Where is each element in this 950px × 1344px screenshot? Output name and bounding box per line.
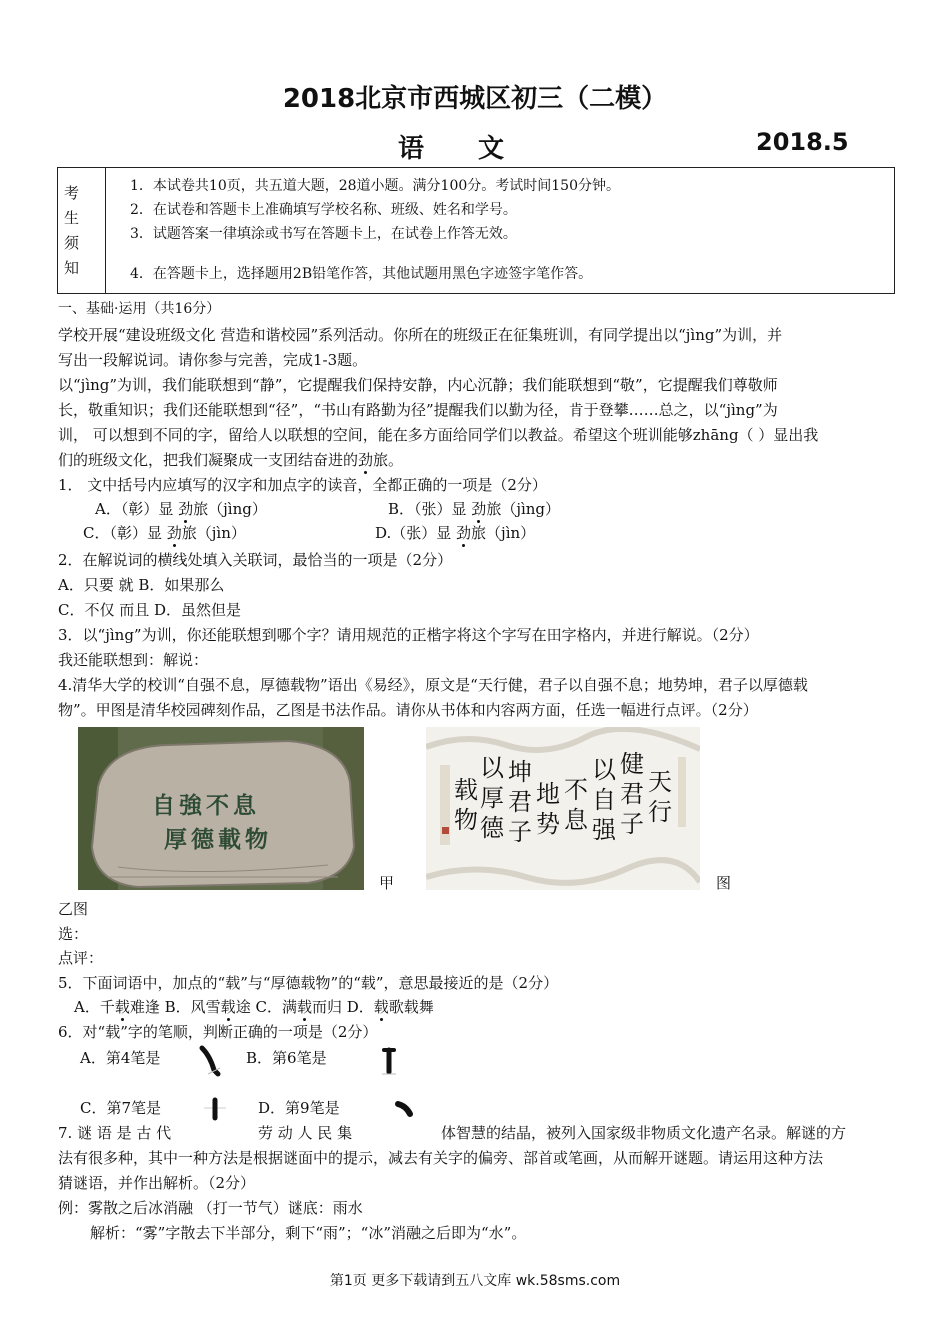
page-footer: 第1页 更多下载请到五八文库 wk.58sms.com [329, 1273, 621, 1289]
question-2-options: C．不仅 而且 D．虽然但是 [58, 601, 242, 619]
figure-label-tu: 图 [716, 874, 732, 892]
stroke-shu-short-icon [200, 1092, 230, 1126]
notice-label-char: 考 [64, 184, 80, 202]
intro-line: 写出一段解说词。请你参与完善，完成1-3题。 [58, 351, 368, 369]
notice-label-char: 生 [64, 209, 80, 227]
notice-label-char: 须 [64, 234, 80, 252]
passage-line: 训， 可以想到不同的字，留给人以联想的空间，能在多方面给同学们以教益。希望这个班训能够zhāng（ ）显出我 [58, 426, 819, 444]
option-b: B．（张）显 劲旅（jìng） [388, 500, 561, 518]
question-7-text: 体智慧的结晶，被列入国家级非物质文化遗产名录。解谜的方 [441, 1124, 847, 1142]
exam-notice-box [57, 167, 895, 294]
notice-item: 4．在答题卡上，选择题用2B铅笔作答，其他试题用黑色字迹签字笔作答。 [130, 266, 593, 282]
question-5-options: A．千载难逢 B．风雪载途 C．满载而归 D．载歌载舞 [74, 998, 434, 1016]
calligraphy-column: 以厚德 [480, 754, 504, 842]
question-7-text: 法有很多种，其中一种方法是根据谜面中的提示，减去有关字的偏旁、部首或笔画，从而解开谜题。请运用这种方法 [58, 1149, 824, 1167]
calligraphy-column: 地势 [536, 780, 560, 838]
answer-select-line: 选： [58, 925, 89, 943]
option-a: A．第4笔是 [80, 1049, 161, 1067]
calligraphy-column: 健君子 [620, 750, 644, 838]
dotted-char: 劲 [166, 524, 182, 542]
stroke-pie-icon [196, 1044, 232, 1078]
question-6-stem: 6．对“载”字的笔顺，判断正确的一项是（2分） [58, 1023, 378, 1041]
exam-date: 2018.5 [756, 128, 849, 156]
question-2-stem: 2．在解说词的横线处填入关联词，最恰当的一项是（2分） [58, 551, 453, 569]
notice-item: 2．在试卷和答题卡上准确填写学校名称、班级、姓名和学号。 [130, 202, 517, 218]
stone-text-line: 自強不息 [152, 792, 260, 819]
question-1-stem: 1． 文中括号内应填写的汉字和加点字的读音，全都正确的一项是（2分） [58, 476, 547, 494]
dotted-char: 劲 [358, 451, 374, 469]
stone-inscription-image [78, 727, 364, 890]
answer-comment-line: 点评： [58, 949, 104, 967]
question-3-answer-line: 我还能联想到：解说： [58, 651, 209, 669]
subject-label: 语文 [398, 134, 559, 164]
calligraphy-column: 以自强 [592, 756, 616, 844]
option-b: B．第6笔是 [246, 1049, 327, 1067]
notice-label [58, 168, 106, 293]
question-7-text: 劳 动 人 民 集 [258, 1124, 353, 1142]
question-7-text: 7. 谜 语 是 古 代 [58, 1124, 172, 1142]
stroke-shu-icon [374, 1044, 404, 1078]
passage-line: 以“jìng”为训，我们能联想到“静”，它提醒我们保持安静，内心沉静；我们能联想到“敬”，它提醒我们尊敬师 [58, 376, 778, 394]
calligraphy-column: 不息 [564, 776, 588, 834]
question-5-stem: 5．下面词语中，加点的“载”与“厚德载物”的“载”，意思最接近的是（2分） [58, 974, 559, 992]
question-4-stem: 4.清华大学的校训“自强不息，厚德载物”语出《易经》，原文是“天行健，君子以自强不息；地势坤，君子以厚德载 [58, 676, 808, 694]
stroke-dian-icon [390, 1094, 420, 1124]
calligraphy-column: 坤君子 [508, 758, 532, 846]
calligraphy-column: 天行 [648, 768, 672, 826]
question-7-text: 猜谜语，并作出解析。（2分） [58, 1174, 256, 1192]
question-4-stem: 物”。甲图是清华校园碑刻作品，乙图是书法作品。请你从书体和内容两方面，任选一幅进行点评。（2分） [58, 701, 758, 719]
calligraphy-image [426, 727, 700, 890]
notice-label-char: 知 [64, 259, 80, 277]
calligraphy-column: 载物 [454, 776, 478, 834]
figure-label-jia: 甲 [379, 874, 395, 892]
option-c: C．（彰）显 劲旅（jìn） [83, 524, 246, 542]
intro-line: 学校开展“建设班级文化 营造和谐校园”系列活动。你所在的班级正在征集班训，有同学提出以“jìng”为训，并 [58, 326, 783, 344]
dotted-char: 劲 [471, 500, 487, 518]
question-2-options: A．只要 就 B．如果那么 [58, 576, 225, 594]
question-7-example: 例：雾散之后冰消融 （打一节气）谜底：雨水 [58, 1199, 363, 1217]
option-d: D.（张）显 劲旅（jìn） [375, 524, 536, 542]
figure-label-yitu: 乙图 [58, 900, 89, 918]
notice-item: 1．本试卷共10页，共五道大题，28道小题。满分100分。考试时间150分钟。 [130, 178, 620, 194]
stone-text-line: 厚德載物 [164, 826, 272, 853]
dotted-char: 载 [220, 998, 236, 1016]
dotted-char: 载 [373, 998, 389, 1016]
notice-item: 3．试题答案一律填涂或书写在答题卡上，在试卷上作答无效。 [130, 226, 517, 242]
passage-line: 们的班级文化，把我们凝聚成一支团结奋进的劲旅。 [58, 451, 404, 469]
section-heading: 一、基础·运用（共16分） [58, 301, 221, 317]
dotted-char: 劲 [456, 524, 472, 542]
option-c: C．第7笔是 [80, 1099, 162, 1117]
question-7-analysis: 解析：“雾”字散去下半部分，剩下“雨”；“冰”消融之后即为“水”。 [90, 1224, 527, 1242]
dotted-char: 载 [296, 998, 312, 1016]
option-a: A．（彰）显 劲旅（jìng） [95, 500, 267, 518]
option-d: D．第9笔是 [258, 1099, 340, 1117]
dotted-char: 劲 [178, 500, 194, 518]
exam-title: 2018北京市西城区初三（二模） [282, 84, 668, 114]
passage-line: 长，敬重知识；我们还能联想到“径”，“书山有路勤为径”提醒我们以勤为径，肯于登攀……总之，以“jìng”为 [58, 401, 778, 419]
dotted-char: 载 [114, 998, 130, 1016]
question-3-stem: 3．以“jìng”为训，你还能联想到哪个字？请用规范的正楷字将这个字写在田字格内，并进行解说。（2分） [58, 626, 759, 644]
